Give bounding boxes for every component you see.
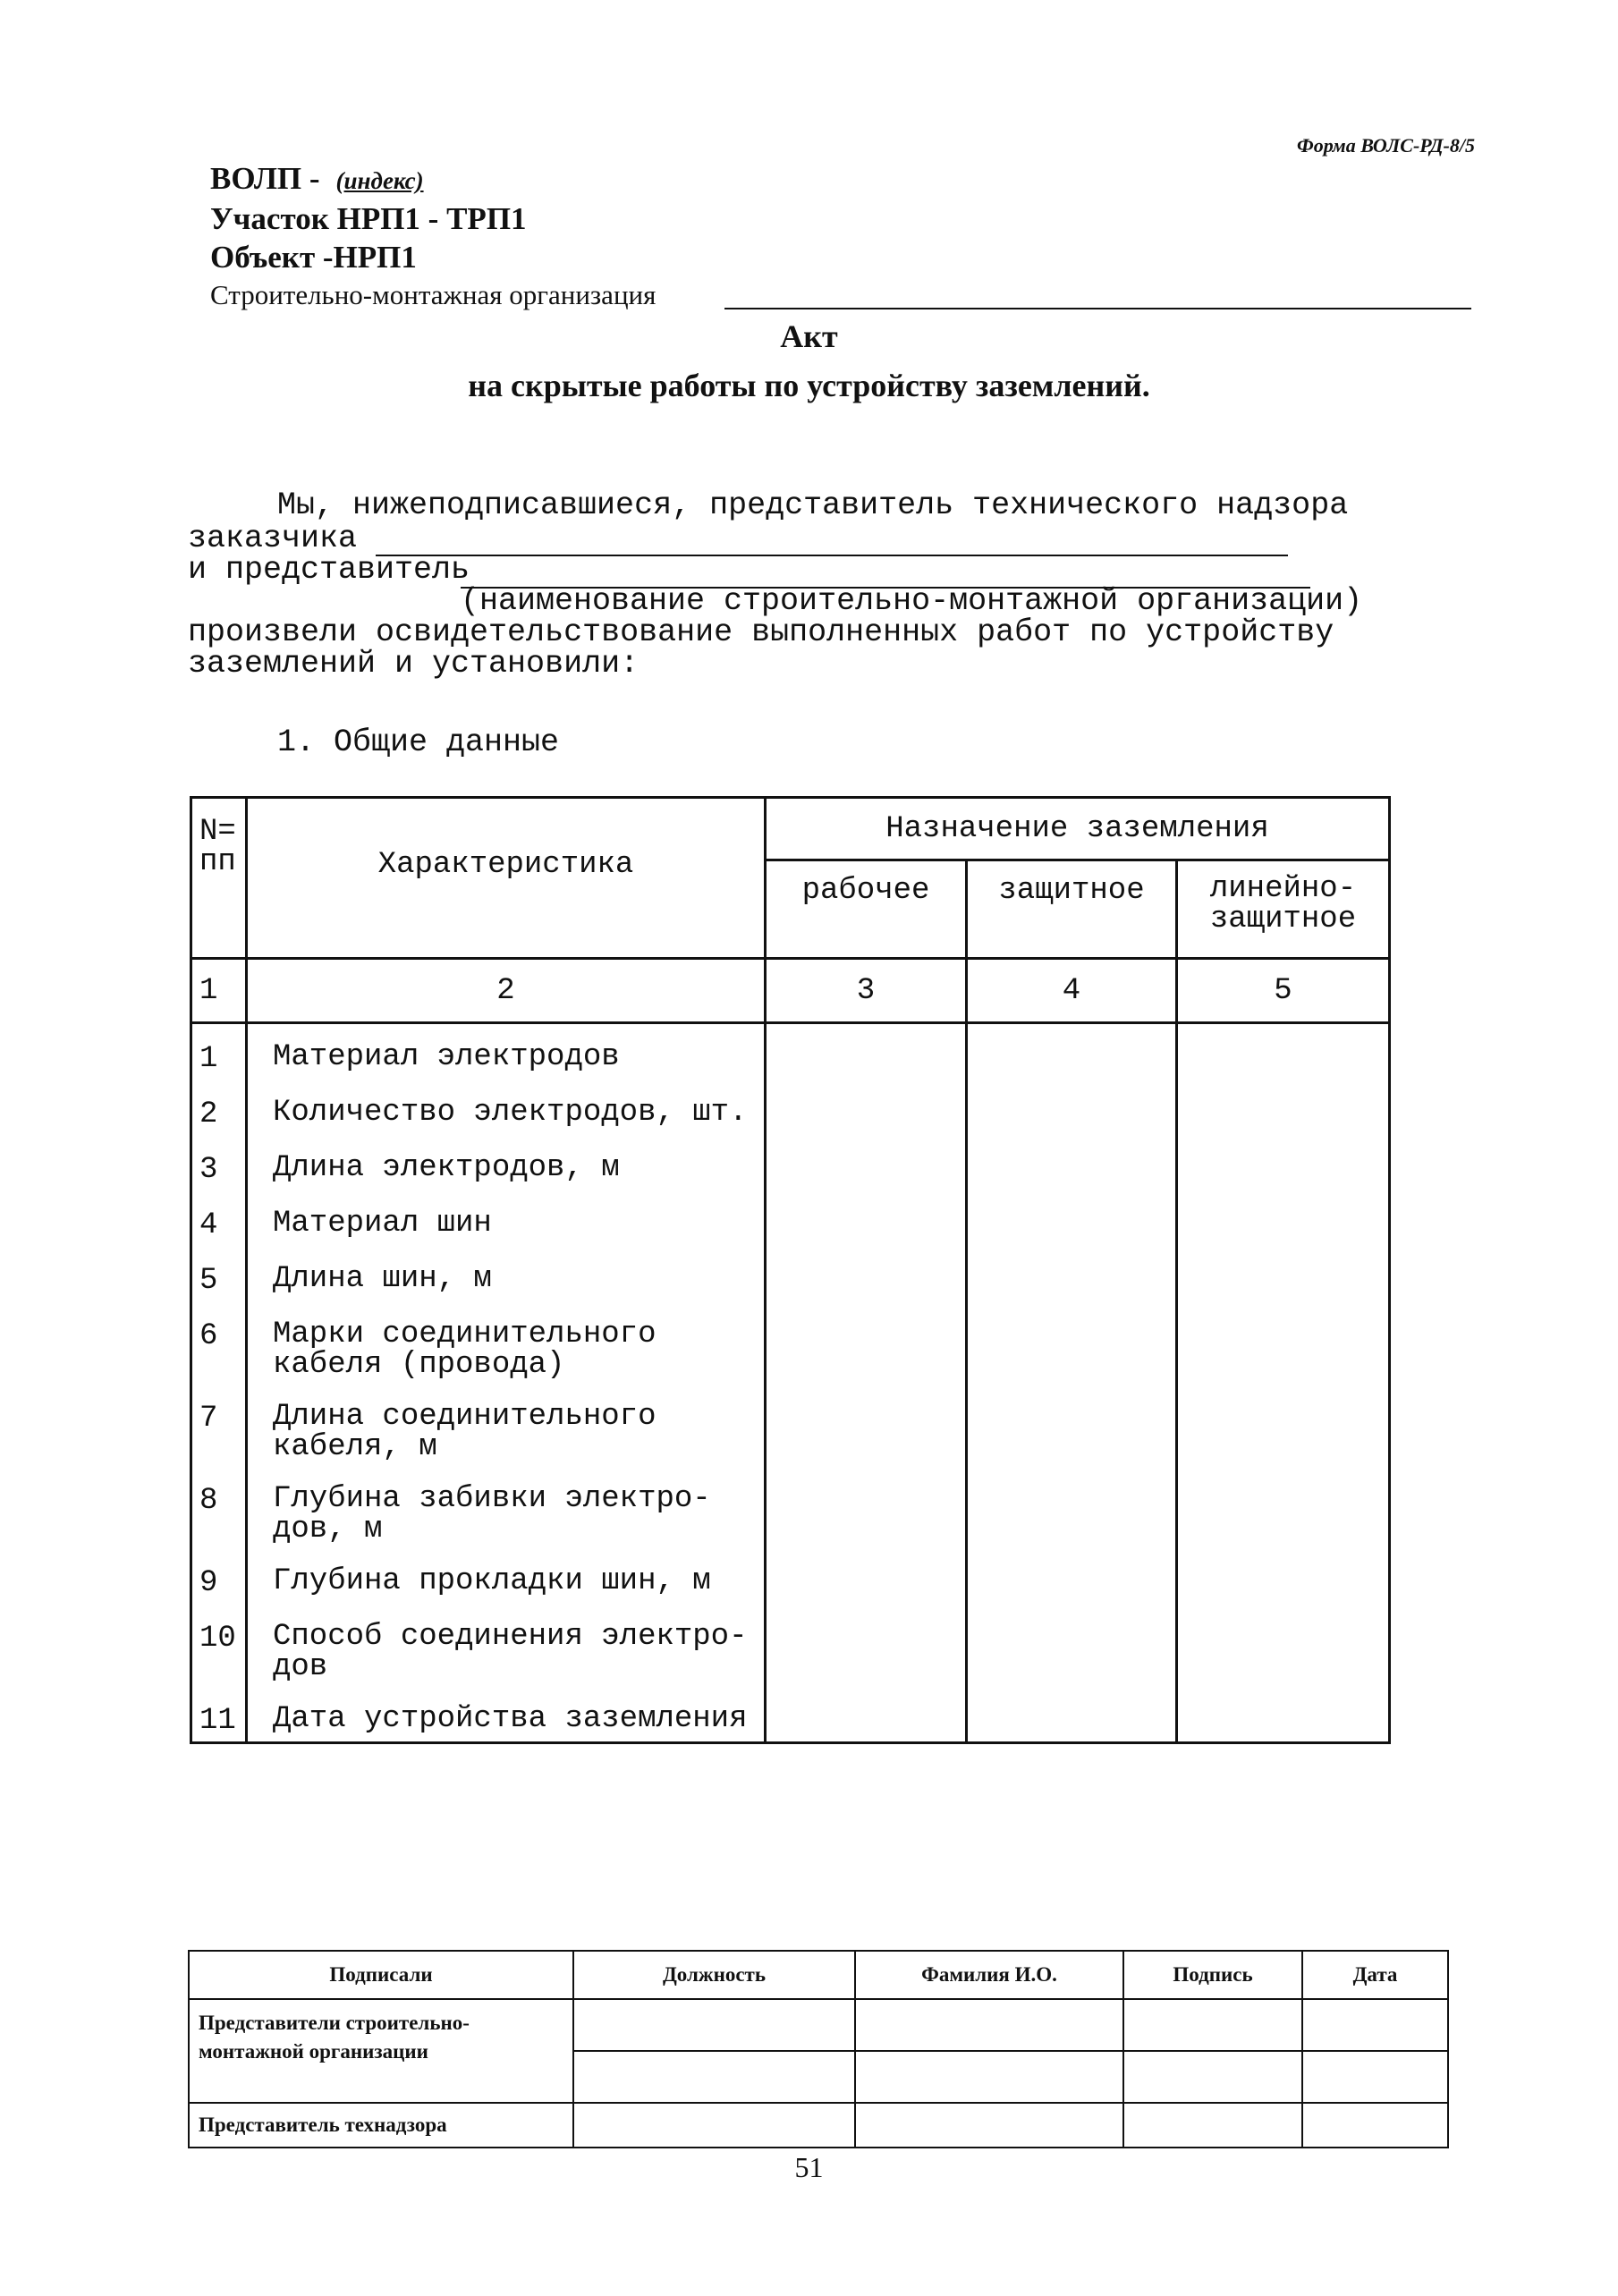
row-number: 3: [191, 1135, 247, 1190]
colnum-3: 3: [766, 959, 967, 1023]
page-number: 51: [794, 2151, 824, 2183]
header-grounding-purpose: Назначение заземления: [766, 798, 1390, 860]
cell-linear-protective[interactable]: [1177, 1604, 1390, 1686]
cell-working[interactable]: [766, 1135, 967, 1190]
row-characteristic: Марки соединительного кабеля (провода): [247, 1301, 766, 1384]
row-number: 4: [191, 1190, 247, 1246]
cell-working[interactable]: [766, 1548, 967, 1604]
cell-linear-protective[interactable]: [1177, 1384, 1390, 1466]
sign-cell-signature[interactable]: [1123, 1999, 1302, 2051]
cell-protective[interactable]: [967, 1023, 1177, 1080]
intro-line-3: и представитель: [188, 552, 470, 588]
cell-working[interactable]: [766, 1384, 967, 1466]
sign-cell-date[interactable]: [1302, 2051, 1448, 2103]
intro-line-1: Мы, нижеподписавшиеся, представитель технического надзора: [277, 487, 1349, 523]
cell-working[interactable]: [766, 1301, 967, 1384]
table-row: [191, 1023, 1390, 1080]
cell-protective[interactable]: [967, 1080, 1177, 1135]
act-subtitle: на скрытые работы по устройству заземлений.: [468, 368, 1150, 403]
sign-cell-name[interactable]: [855, 2051, 1123, 2103]
table-row: [191, 1080, 1390, 1135]
row-number: 7: [191, 1384, 247, 1466]
cell-working[interactable]: [766, 1190, 967, 1246]
sign-cell-signature[interactable]: [1123, 2051, 1302, 2103]
intro-line-2: заказчика: [188, 521, 358, 556]
sign-header-signature: Подпись: [1123, 1951, 1302, 1999]
table-row: [191, 1548, 1390, 1604]
cell-linear-protective[interactable]: [1177, 1190, 1390, 1246]
cell-working[interactable]: [766, 1080, 967, 1135]
cell-linear-protective[interactable]: [1177, 1080, 1390, 1135]
customer-fill-line: [376, 555, 1288, 556]
cell-protective[interactable]: [967, 1466, 1177, 1548]
colnum-5: 5: [1177, 959, 1390, 1023]
cell-protective[interactable]: [967, 1384, 1177, 1466]
header-line-section: Участок НРП1 - ТРП1: [210, 201, 527, 236]
table-row: [191, 1301, 1390, 1384]
sign-cell-date[interactable]: [1302, 1999, 1448, 2051]
row-number: 1: [191, 1023, 247, 1080]
sign-cell-date[interactable]: [1302, 2103, 1448, 2148]
colnum-4: 4: [967, 959, 1177, 1023]
signatures-table: [188, 1950, 1449, 2148]
grounding-data-table: [190, 796, 1391, 1744]
table-row: [191, 1604, 1390, 1686]
cell-linear-protective[interactable]: [1177, 1686, 1390, 1743]
table-row: [191, 1466, 1390, 1548]
sign-cell-position[interactable]: [573, 1999, 855, 2051]
row-number: 11: [191, 1686, 247, 1743]
table-row: [191, 1686, 1390, 1743]
cell-working[interactable]: [766, 1466, 967, 1548]
row-characteristic: Глубина прокладки шин, м: [247, 1548, 766, 1604]
header-linear-protective: линейно- защитное: [1177, 860, 1390, 959]
colnum-1: 1: [191, 959, 247, 1023]
column-number-row: [191, 959, 1390, 1023]
row-characteristic: Длина электродов, м: [247, 1135, 766, 1190]
cell-working[interactable]: [766, 1604, 967, 1686]
section-title: 1. Общие данные: [277, 724, 560, 760]
cell-protective[interactable]: [967, 1686, 1177, 1743]
row-characteristic: Длина соединительного кабеля, м: [247, 1384, 766, 1466]
cell-linear-protective[interactable]: [1177, 1548, 1390, 1604]
header-line-object: Объект -НРП1: [210, 240, 417, 275]
row-characteristic: Способ соединения электро- дов: [247, 1604, 766, 1686]
sign-cell-position[interactable]: [573, 2051, 855, 2103]
row-characteristic: Длина шин, м: [247, 1246, 766, 1301]
cell-working[interactable]: [766, 1246, 967, 1301]
cell-protective[interactable]: [967, 1246, 1177, 1301]
sign-cell-signature[interactable]: [1123, 2103, 1302, 2148]
cell-protective[interactable]: [967, 1604, 1177, 1686]
index-placeholder: (индекс): [335, 167, 424, 194]
cell-linear-protective[interactable]: [1177, 1246, 1390, 1301]
table-row: [191, 1246, 1390, 1301]
intro-line-6: заземлений и установили:: [188, 646, 640, 682]
row-number: 9: [191, 1548, 247, 1604]
header-line-organization: Строительно-монтажная организация: [210, 279, 657, 310]
sign-cell-name[interactable]: [855, 2103, 1123, 2148]
cell-linear-protective[interactable]: [1177, 1466, 1390, 1548]
organization-fill-line: [724, 308, 1471, 309]
header-row-number: N= пп: [191, 798, 247, 959]
sign-header-date: Дата: [1302, 1951, 1448, 1999]
cell-protective[interactable]: [967, 1301, 1177, 1384]
sign-header-signed: Подписали: [189, 1951, 573, 1999]
row-number: 5: [191, 1246, 247, 1301]
table-row: [191, 1135, 1390, 1190]
sign-row-supervision-label: Представитель технадзора: [189, 2103, 573, 2148]
header-protective: защитное: [967, 860, 1177, 959]
row-number: 2: [191, 1080, 247, 1135]
cell-working[interactable]: [766, 1686, 967, 1743]
row-characteristic: Дата устройства заземления: [247, 1686, 766, 1743]
table-row: [191, 1384, 1390, 1466]
sign-row-construction-label: Представители строительно- монтажной организации: [189, 1999, 573, 2103]
sign-header-position: Должность: [573, 1951, 855, 1999]
row-characteristic: Количество электродов, шт.: [247, 1080, 766, 1135]
row-characteristic: Материал электродов: [247, 1023, 766, 1080]
intro-line-5: произвели освидетельствование выполненных работ по устройству: [188, 614, 1334, 650]
table-row: [191, 1190, 1390, 1246]
sign-header-name: Фамилия И.О.: [855, 1951, 1123, 1999]
sign-cell-name[interactable]: [855, 1999, 1123, 2051]
form-code: Форма ВОЛС-РД-8/5: [1297, 134, 1475, 157]
cell-working[interactable]: [766, 1023, 967, 1080]
row-characteristic: Глубина забивки электро- дов, м: [247, 1466, 766, 1548]
row-number: 6: [191, 1301, 247, 1384]
cell-linear-protective[interactable]: [1177, 1135, 1390, 1190]
cell-linear-protective[interactable]: [1177, 1023, 1390, 1080]
row-characteristic: Материал шин: [247, 1190, 766, 1246]
colnum-2: 2: [247, 959, 766, 1023]
sign-cell-position[interactable]: [573, 2103, 855, 2148]
project-prefix: ВОЛП -: [210, 161, 320, 196]
intro-line-4: (наименование строительно-монтажной организации): [461, 583, 1363, 619]
row-number: 10: [191, 1604, 247, 1686]
cell-protective[interactable]: [967, 1548, 1177, 1604]
act-title: Акт: [780, 318, 838, 354]
header-line-project: [210, 161, 424, 199]
row-number: 8: [191, 1466, 247, 1548]
cell-linear-protective[interactable]: [1177, 1301, 1390, 1384]
cell-protective[interactable]: [967, 1190, 1177, 1246]
cell-protective[interactable]: [967, 1135, 1177, 1190]
header-working: рабочее: [766, 860, 967, 959]
header-characteristic: Характеристика: [247, 798, 766, 959]
